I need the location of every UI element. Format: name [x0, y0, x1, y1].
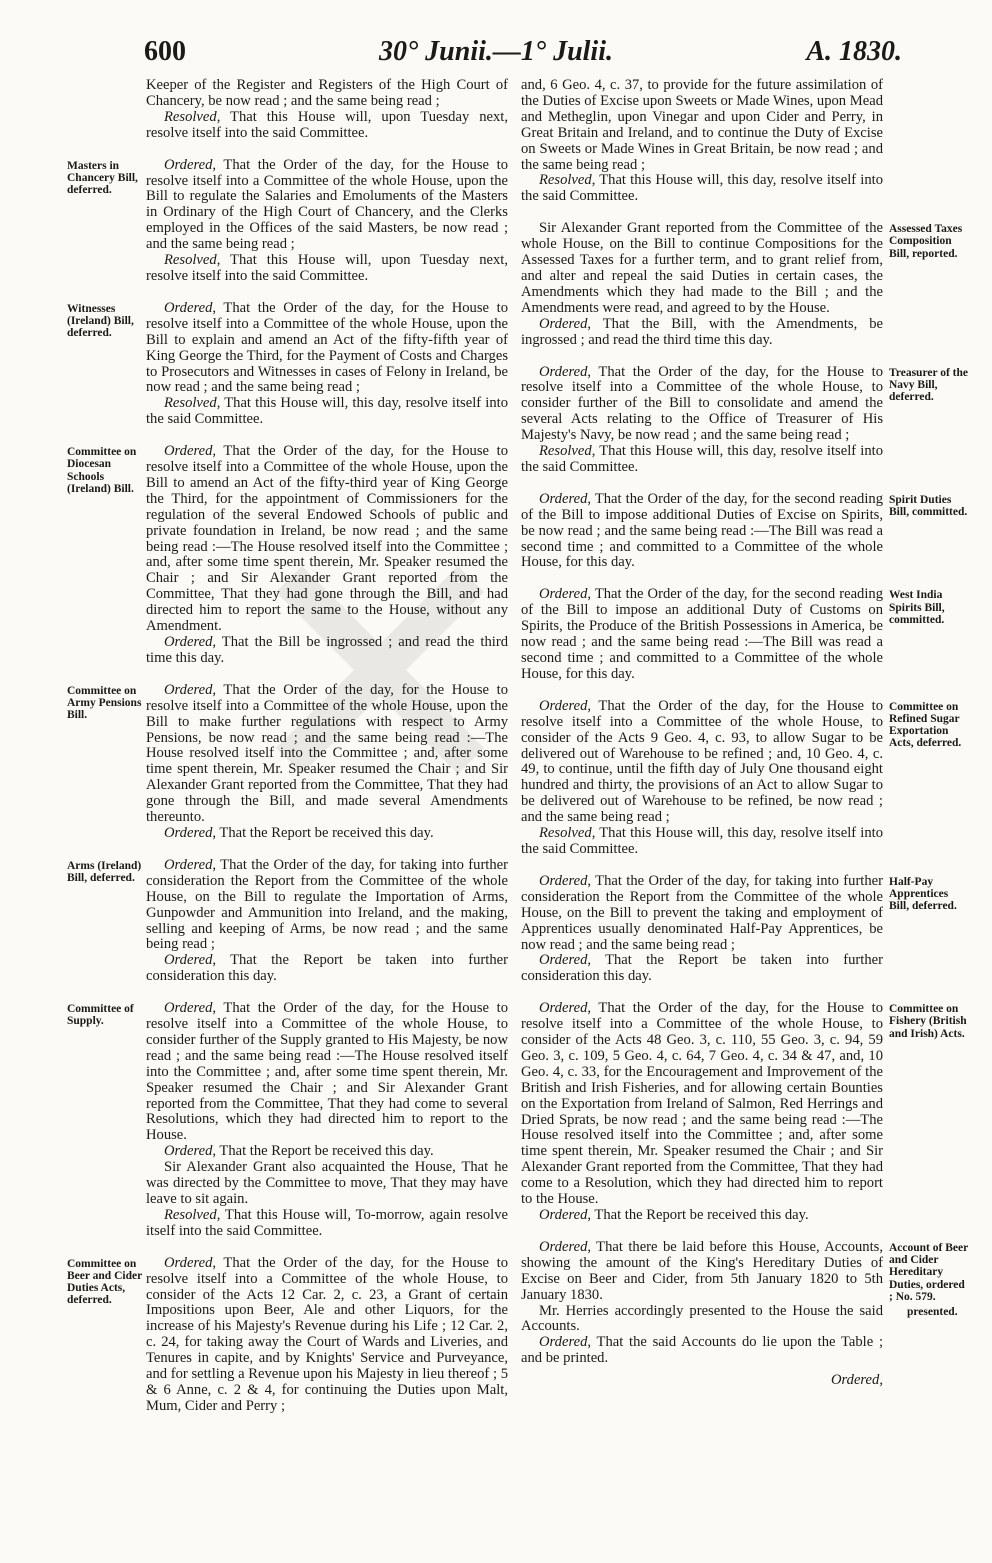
entry-treasurer-navy — [521, 363, 968, 476]
entry-diocesan-schools — [67, 443, 508, 667]
entry-text: Ordered, That the Order of the day, for taking into further consideration the Report from the Committee of the whole House, on the Bill to prevent the taking and employment of Apprentices usually denominated Half-Pay Apprentices, be now read ; and the same being read ; — [521, 872, 883, 953]
entry-beer-cider-duties — [67, 1254, 508, 1415]
page-header — [0, 36, 992, 76]
entry-text: Ordered, That the Report be received this day. — [539, 1207, 809, 1223]
entry-text: Sir Alexander Grant also acquainted the House, That he was directed by the Committee to move, That they may have leave to sit again. — [146, 1159, 508, 1207]
entry-text: Ordered, That the Bill be ingrossed ; and read the third time this day. — [146, 634, 508, 666]
entry-text: Resolved, That this House will, To-morrow, again resolve itself into the said Committee. — [146, 1206, 508, 1239]
margin-note: Account of Beer and Cider Hereditary Duties, ordered ; No. 579. — [889, 1241, 968, 1303]
entry-text: Resolved, That this House will, this day, resolve itself into the said Committee. — [521, 172, 883, 205]
entry-text: Ordered, That the Bill, with the Amendments, be ingrossed ; and read the third time this day. — [521, 315, 883, 348]
entry-masters-chancery — [67, 156, 508, 285]
entry-text: Ordered, That the said Accounts do lie upon the Table ; and be printed. — [521, 1334, 883, 1367]
entry-text: Ordered, That the Order of the day, for the House to resolve itself into a Committee of the whole House, to consider of the Acts 12 Car. 2, c. 23, a Grant of certain Impositions upon Beer, Ale and other Liquors, for the increase of his Majesty's Revenue during his Life ; 12 Car. 2, c. 24, for taking away the Court of Wards and Liveries, and Tenures in capite, and by Knights' Service and Purveyance, and for settling a Revenue upon his Majesty in lieu thereof ; 5 & 6 Anne, c. 2 & 4, for continuing the Duties upon Malt, Mum, Cider and Perry ; — [146, 1254, 508, 1414]
entry-keeper-register — [146, 78, 508, 142]
entry-west-india-spirits — [521, 586, 945, 682]
margin-note: Committee on Fishery (British and Irish) Acts. — [889, 1003, 967, 1040]
entry-half-pay-apprentices — [521, 872, 957, 985]
entry-text: Ordered, That the Order of the day, for the House to resolve itself into a Committee of the whole House, upon the Bill to explain and amend an Act of the fifty-fifth year of King George the Third, for the Payment of Costs and Charges to Prosecutors and Witnesses in cases of Felony in Ireland, be now read ; and the same being read ; — [146, 299, 508, 396]
entry-text: Keeper of the Register and Registers of the High Court of Chancery, be now read ; and the same being read ; — [146, 77, 508, 109]
entry-text: Ordered, That the Order of the day, for the House to resolve itself into a Committee of the whole House, upon the Bill to amend an Act of the fifty-third year of King George the Third, for the appointment of Commissioners for the regulation of the several Endowed Schools of public and private foundation in Ireland, be now read ; and the same being read :—The House resolved itself into the Committee ; and, after some time spent therein, Mr. Speaker resumed the Chair ; and Sir Alexander Grant reported from the Committee, That they had gone through the Bill, and had directed him to report the same to the House, without any Amendment. — [146, 443, 508, 635]
entry-text: Ordered, That the Order of the day, for taking into further consideration the Report from the Committee of the whole House, on the Bill to regulate the Importation of Arms, Gunpowder and Ammunition into Ireland, and the making, selling and keeping of Arms, be now read ; and the same being read ; — [146, 856, 508, 953]
margin-note: Witnesses (Ireland) Bill, deferred. — [67, 302, 134, 340]
margin-note: Committee on Army Pensions Bill. — [67, 684, 142, 722]
margin-note-presented: presented. — [907, 1305, 958, 1318]
header-date: 30° Junii.—1° Julii. — [378, 36, 613, 67]
entry-text: Ordered, That the Order of the day, for the House to resolve itself into a Committee of the whole House, to consider further of the Supply granted to His Majesty, be now read ; and the same being read :—The House resolved itself into the Committee ; and, after some time spent therein, Mr. Speaker resumed the Chair ; and Sir Alexander Grant reported from the Committee, That they had come to several Resolutions, which they had directed him to report to the House. — [146, 1000, 508, 1144]
margin-note: Committee on Diocesan Schools (Ireland) Bill. — [67, 446, 137, 495]
entry-army-pensions — [67, 681, 508, 842]
entry-text: Ordered, That the Report be taken into further consideration this day. — [521, 952, 883, 985]
page-number: 600 — [144, 36, 186, 67]
entry-text: Sir Alexander Grant reported from the Committee of the whole House, on the Bill to continue Compositions for the Assessed Taxes for a further term, and to grant relief from, and alter and repeal the said Duties in certain cases, the Amendments which they had made to the Bill ; and the Amendments were read, and agreed to by the House. — [521, 220, 883, 316]
entry-text: Ordered, That the Order of the day, for the second reading of the Bill to impose an additional Duty of Customs on Spirits, the Produce of the British Possessions in America, be now read ; and the same being read :—The Bill was read a second time ; and committed to a Committee of the whole House, for this day. — [521, 586, 883, 682]
margin-note: Treasurer of the Navy Bill, deferred. — [889, 366, 968, 403]
margin-note: Committee on Refined Sugar Exportation Acts, deferred. — [889, 700, 962, 750]
entry-text: Ordered, That the Order of the day, for the House to resolve itself into a Committee of the whole House, upon the Bill to make further regulations with respect to Army Pensions, be now read ; and the same being read :—The House resolved itself into the Committee ; and, after some time spent therein, Mr. Speaker resumed the Chair ; and Sir Alexander Grant reported from the Committee, That they had gone through the Bill, and made several Amendments thereunto. — [146, 681, 508, 826]
entry-text: Ordered, That the Report be received this day. — [164, 1143, 434, 1160]
margin-note: Assessed Taxes Composition Bill, reported. — [889, 223, 963, 260]
entry-text: Ordered, That the Order of the day, for the House to resolve itself into a Committee of the whole House, to consider of the Acts 48 Geo. 3, c. 110, 55 Geo. 3, c. 94, 59 Geo. 3, c. 109, 5 Geo. 4, c. 64, 7 Geo. 4, c. 34 & 47, and, 10 Geo. 4, c. 33, for the Encouragement and Improvement of the British and Irish Fisheries, and for allowing certain Bounties on the Exportation from Ireland of Salmon, Red Herrings and Dried Sprats, be now read ; and the same being read :—The House resolved itself into the Committee ; and, after some time spent therein, Mr. Speaker resumed the Chair ; and Sir Alexander Grant reported from the Committee, That they had come to a Resolution, which they had directed him to report to the House. — [521, 1000, 883, 1208]
entry-text: and, 6 Geo. 4, c. 37, to provide for the future assimilation of the Duties of Excise upon Sweets or Made Wines, upon Mead and Metheglin, upon Vinegar and upon Cider and Perry, in Great Britain and Ireland, and to continue the Duty of Excise on Sweets or Made Wines in Great Britain, be now read ; and the same being read ; — [521, 77, 883, 173]
entry-text: Resolved, That this House will, upon Tuesday next, resolve itself into the said Committee. — [146, 252, 508, 284]
margin-note: West India Spirits Bill, committed. — [889, 589, 945, 626]
entry-text: Ordered, That the Order of the day, for the House to resolve itself into a Committee of the whole House, to consider of the Acts 9 Geo. 4, c. 93, to allow Sugar to be delivered out of Warehouse to be refined ; and, 10 Geo. 4, c. 49, to continue, until the fifth day of July One thousand eight hundred and thirty, the provisions of an Act to allow Sugar to be delivered out of Warehouse to be refined, be now read ; and the same being read ; — [521, 697, 883, 826]
margin-note: Arms (Ireland) Bill, deferred. — [67, 859, 142, 885]
entry-text: Resolved, That this House will, this day, resolve itself into the said Committee. — [521, 825, 883, 857]
entry-spirit-duties — [521, 490, 968, 572]
margin-note: Committee of Supply. — [67, 1003, 134, 1028]
margin-note: Half-Pay Apprentices Bill, deferred. — [889, 875, 957, 913]
entry-text: Ordered, That the Report be received this day. — [164, 824, 434, 841]
entry-arms-ireland — [67, 856, 508, 985]
margin-note: Committee on Beer and Cider Duties Acts, deferred. — [67, 1257, 142, 1307]
left-column — [67, 77, 508, 1415]
entry-refined-sugar — [521, 697, 962, 858]
entry-text: Ordered, That there be laid before this House, Accounts, showing the amount of the King's Hereditary Duties of Excise on Beer and Cider, from 5th January 1820 to 5th January 1830. — [521, 1238, 883, 1303]
entry-supply — [67, 1000, 508, 1240]
entry-assessed-taxes — [521, 220, 963, 348]
header-year: A. 1830. — [806, 36, 902, 67]
entry-text: Resolved, That this House will, this day, resolve itself into the said Committee. — [521, 443, 883, 475]
entry-text: Ordered, That the Report be taken into further consideration this day. — [146, 952, 508, 985]
entry-text: Mr. Herries accordingly presented to the House the said Accounts. presented. — [521, 1304, 883, 1336]
entry-beer-cider-accounts — [521, 1238, 968, 1367]
margin-note: Masters in Chancery Bill, deferred. — [67, 159, 138, 197]
entry-text: Ordered, That the Order of the day, for the House to resolve itself into a Committee of the whole House, upon the Bill to regulate the Salaries and Emoluments of the Masters in Ordinary of the High Court of Chancery, and the Clerks employed in the Offices of the said Masters, be now read ; and the same being read ; — [146, 156, 508, 253]
entry-text: Ordered, That the Order of the day, for the second reading of the Bill to impose additional Duties of Excise on Spirits, be now read ; and the same being read :—The Bill was read a second time ; and committed to a Committee of the whole House, for this day. — [521, 490, 883, 571]
catchword: Ordered, — [830, 1372, 883, 1389]
right-column — [521, 77, 968, 1389]
margin-note: Spirit Duties Bill, committed. — [889, 493, 968, 519]
entry-excise-continuation — [521, 78, 883, 205]
entry-text: Resolved, That this House will, this day, resolve itself into the said Committee. — [146, 395, 508, 428]
entry-text: Resolved, That this House will, upon Tuesday next, resolve itself into the said Committee. — [146, 108, 508, 141]
entry-witnesses-ireland — [67, 299, 508, 428]
entry-fishery-acts — [521, 1000, 967, 1224]
entry-text: Ordered, That the Order of the day, for the House to resolve itself into a Committee of the whole House, to consider further of the Bill to consolidate and amend the several Acts relating to the Office of Treasurer of His Majesty's Navy, be now read ; and the same being read ; — [521, 363, 883, 444]
